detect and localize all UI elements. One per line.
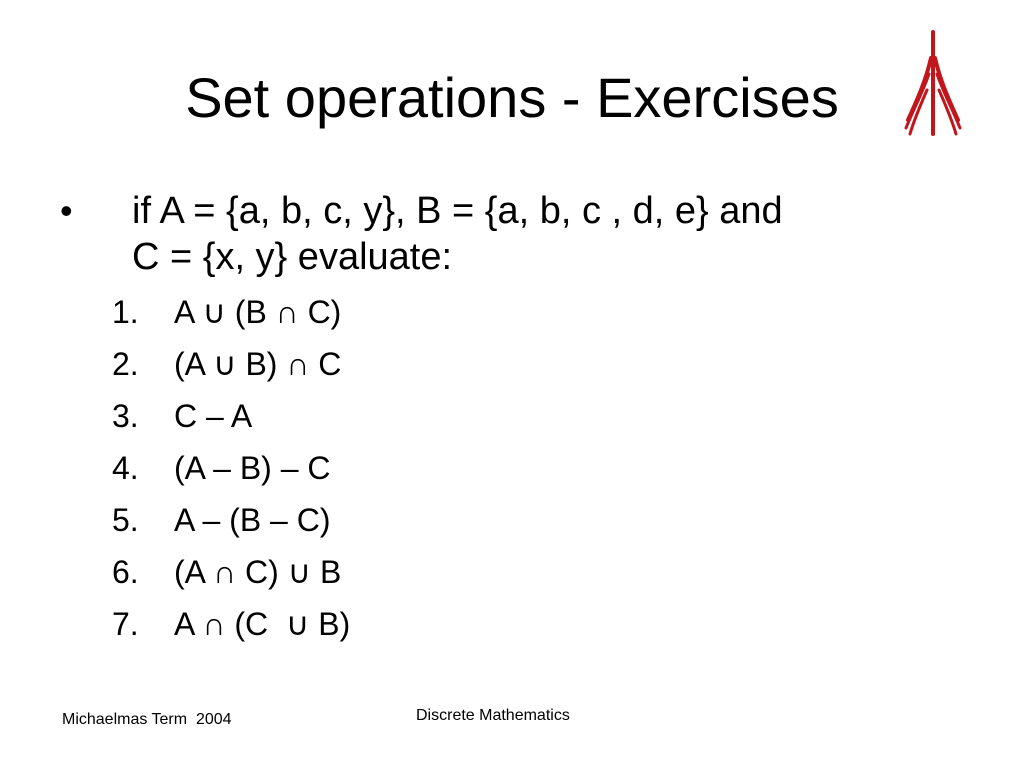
exercise-item xyxy=(0,446,600,490)
exercise-item xyxy=(0,342,600,386)
footer-term: Michaelmas Term 2004 xyxy=(62,711,232,728)
exercise-expression: (A ∩ C) ∪ B xyxy=(174,554,342,590)
exercise-item xyxy=(0,550,600,594)
exercise-number: 4. xyxy=(112,450,139,486)
exercise-expression: A ∩ (C ∪ B) xyxy=(174,606,351,642)
exercise-number: 7. xyxy=(112,606,139,642)
slide-title: Set operations - Exercises xyxy=(185,66,839,129)
exercise-item xyxy=(0,394,600,438)
exercise-item xyxy=(0,290,600,334)
exercise-expression: (A – B) – C xyxy=(174,450,331,486)
intro-line-1: if A = {a, b, c, y}, B = {a, b, c , d, e} and xyxy=(132,190,783,232)
university-logo-icon xyxy=(902,28,964,138)
exercise-intro xyxy=(132,188,952,280)
footer-course: Discrete Mathematics xyxy=(416,707,570,724)
exercise-expression: (A ∪ B) ∩ C xyxy=(174,346,342,382)
exercise-number: 2. xyxy=(112,346,139,382)
exercise-number: 6. xyxy=(112,554,139,590)
exercise-number: 5. xyxy=(112,502,139,538)
exercise-expression: C – A xyxy=(174,398,253,434)
exercise-number: 1. xyxy=(112,294,139,330)
exercise-expression: A – (B – C) xyxy=(174,502,331,538)
exercise-number: 3. xyxy=(112,398,139,434)
exercise-item xyxy=(0,602,600,646)
intro-line-2: C = {x, y} evaluate: xyxy=(132,236,453,278)
bullet-marker: • xyxy=(60,190,73,231)
exercise-item xyxy=(0,498,600,542)
exercise-expression: A ∪ (B ∩ C) xyxy=(174,294,342,330)
